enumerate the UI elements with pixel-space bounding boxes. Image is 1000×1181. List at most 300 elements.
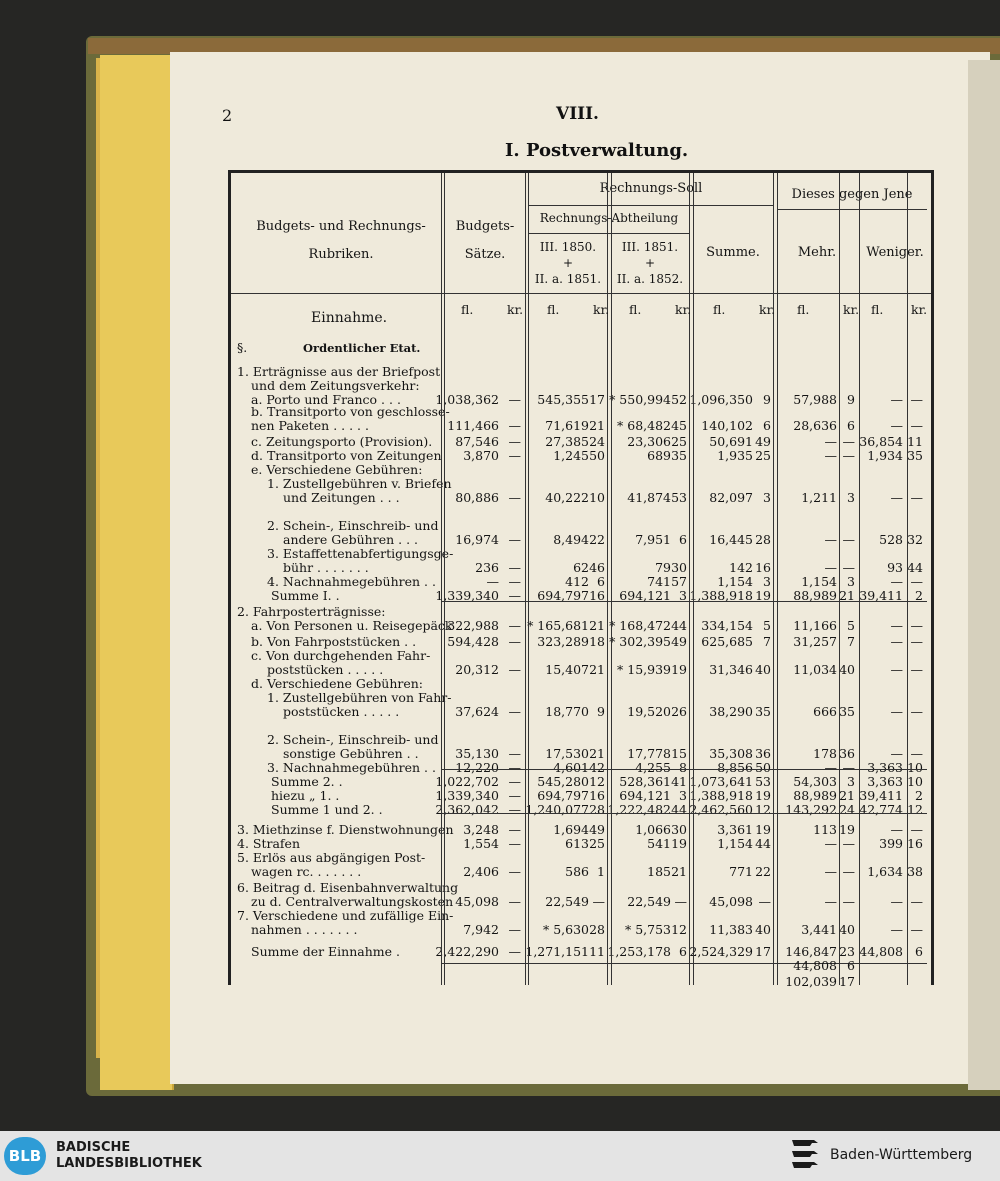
cell-p1: 545,355 (537, 392, 589, 407)
page-number: 2 (222, 106, 233, 125)
cell-mehr: 178 (813, 746, 837, 761)
cell-mehrk: — (842, 560, 855, 575)
gilt-page-edges (100, 55, 174, 1090)
row-label: nen Paketen . . . . . (251, 418, 369, 433)
cell-mehr: — (824, 894, 837, 909)
cell-p1: 40,222 (545, 490, 589, 505)
cell-sum: 31,346 (709, 662, 753, 677)
column-rule (607, 173, 608, 985)
cell-p2k: 52 (671, 392, 687, 407)
blb-logo[interactable]: BLB (4, 1137, 46, 1175)
cell-mehr: — (824, 864, 837, 879)
cell-wen: — (890, 662, 903, 677)
cell-sumk: 12 (755, 802, 771, 817)
cell-p1k: 21 (589, 662, 605, 677)
cell-wenk: 35 (907, 448, 923, 463)
cell-p2: 23,306 (627, 434, 671, 449)
cell-p2k: 57 (671, 574, 687, 589)
cell-wen: — (890, 746, 903, 761)
cell-wen: — (890, 418, 903, 433)
cell-mehrk: 24 (839, 802, 855, 817)
cell-mehr: 1,211 (801, 490, 837, 505)
cell-p2: * 302,395 (609, 634, 671, 649)
cell-p2: * 68,482 (617, 418, 671, 433)
cell-budget: 45,098 (455, 894, 499, 909)
cell-bk: — (508, 532, 521, 547)
row-label: c. Zeitungsporto (Provision). (251, 434, 433, 449)
header-rubriken: Budgets- und Rechnungs- Rubriken. (256, 219, 426, 262)
cell-budget: 37,624 (455, 704, 499, 719)
cell-p1: 22,549 (545, 894, 589, 909)
row-label: 6. Beitrag d. Eisenbahnverwaltung (237, 880, 459, 895)
cell-mehr_minus_k: 6 (847, 958, 855, 973)
cell-wen: 39,411 (859, 788, 903, 803)
cell-wen: 44,808 (859, 944, 903, 959)
cell-mehrk: 35 (839, 704, 855, 719)
cell-p2k: 3 (679, 788, 687, 803)
cell-wenk: 6 (915, 944, 923, 959)
cell-bk: — (508, 760, 521, 775)
cell-p1k: 49 (589, 822, 605, 837)
cell-mehr: 88,989 (793, 788, 837, 803)
cell-sumk: 16 (755, 560, 771, 575)
cell-sumk: 50 (755, 760, 771, 775)
cell-sumk: 19 (755, 588, 771, 603)
cell-bk: — (508, 618, 521, 633)
cell-sum: 1,096,350 (689, 392, 753, 407)
row-label: Summe der Einnahme . (251, 944, 400, 959)
cell-p2: 528,361 (619, 774, 671, 789)
cell-p1: 1,245 (553, 448, 589, 463)
cell-wen: — (890, 634, 903, 649)
cell-mehrk: 3 (847, 490, 855, 505)
header-rule (529, 233, 689, 234)
cell-p1k: 28 (589, 922, 605, 937)
cell-p1: 323,289 (537, 634, 589, 649)
row-label: Summe 2. . (271, 774, 343, 789)
cell-p2: 1,066 (635, 822, 671, 837)
cell-p1: 694,797 (537, 788, 589, 803)
cell-mehr: — (824, 532, 837, 547)
cell-wen: — (890, 490, 903, 505)
column-rule (859, 173, 860, 985)
cell-sumk: 3 (763, 574, 771, 589)
cell-sum: 1,073,641 (689, 774, 753, 789)
cell-p2: 1,222,482 (607, 802, 671, 817)
cell-p2k: 19 (671, 836, 687, 851)
cell-p2k: — (674, 894, 687, 909)
header-budget: Budgets- Sätze. (455, 219, 515, 262)
cell-mehr: 3,441 (801, 922, 837, 937)
cell-bk: — (508, 418, 521, 433)
cell-p1k: — (592, 894, 605, 909)
cell-wenk: — (910, 418, 923, 433)
cell-p2k: 3 (679, 588, 687, 603)
unit-label-kr: kr. (759, 302, 776, 317)
cell-p1: 18,770 (545, 704, 589, 719)
cell-sum: 140,102 (701, 418, 753, 433)
cell-sum: 35,308 (709, 746, 753, 761)
row-label: d. Verschiedene Gebühren: (251, 676, 424, 691)
cell-sumk: 35 (755, 704, 771, 719)
baden-wuerttemberg-label[interactable]: Baden-Württemberg (830, 1147, 973, 1163)
cell-sum: 16,445 (709, 532, 753, 547)
cell-budget: 322,988 (447, 618, 499, 633)
cell-p2: * 550,994 (609, 392, 671, 407)
cell-mehr: 146,847 (785, 944, 837, 959)
cell-mehr_minus: 44,808 (793, 958, 837, 973)
cell-budget: 3,870 (463, 448, 499, 463)
cell-sum: 38,290 (709, 704, 753, 719)
cell-wenk: — (910, 822, 923, 837)
row-label: 3. Nachnahmegebühren . . (267, 760, 436, 775)
cell-mehr: 88,989 (793, 588, 837, 603)
cell-mehr: 113 (813, 822, 837, 837)
cell-budget: 16,974 (455, 532, 499, 547)
sum-rule (441, 813, 927, 814)
cell-budget: 1,554 (463, 836, 499, 851)
cell-mehrk: 36 (839, 746, 855, 761)
header-rule (529, 205, 773, 206)
row-label: bühr . . . . . . . (283, 560, 369, 575)
cell-p2: 741 (647, 574, 671, 589)
cell-wen: 36,854 (859, 434, 903, 449)
row-label: sonstige Gebühren . . (283, 746, 419, 761)
cell-p1k: 12 (589, 774, 605, 789)
cell-wenk: 11 (907, 434, 923, 449)
cell-p2: 41,874 (627, 490, 671, 505)
unit-label-fl: fl. (871, 302, 884, 317)
header-abtheilung: Rechnungs-Abtheilung (539, 211, 679, 225)
cell-budget: 111,466 (447, 418, 499, 433)
cell-sum: 50,691 (709, 434, 753, 449)
cell-bk: — (508, 662, 521, 677)
cell-sumk: 3 (763, 490, 771, 505)
unit-label-fl: fl. (461, 302, 474, 317)
cell-wen: — (890, 822, 903, 837)
cell-budget: 2,406 (463, 864, 499, 879)
row-label: 4. Strafen (237, 836, 300, 851)
cell-mehrk: 7 (847, 634, 855, 649)
cell-wenk: — (910, 662, 923, 677)
cell-wenk: — (910, 490, 923, 505)
cell-p2: * 15,939 (617, 662, 671, 677)
cell-mehr_net: 102,039 (785, 974, 837, 989)
cell-sumk: 5 (763, 618, 771, 633)
cell-wenk: 32 (907, 532, 923, 547)
cell-budget: 2,362,042 (435, 802, 499, 817)
cell-p2: 22,549 (627, 894, 671, 909)
cell-mehrk: 9 (847, 392, 855, 407)
row-label: d. Transitporto von Zeitungen (251, 448, 442, 463)
cell-p1k: 42 (589, 760, 605, 775)
cell-wen: — (890, 894, 903, 909)
cell-mehr: 54,303 (793, 774, 837, 789)
row-label: b. Von Fahrpoststücken . . (251, 634, 417, 649)
cell-wen: — (890, 618, 903, 633)
cell-p1: 1,694 (553, 822, 589, 837)
unit-label-kr: kr. (507, 302, 524, 317)
cell-p1: 71,619 (545, 418, 589, 433)
column-rule (839, 173, 840, 985)
row-label: c. Von durchgehenden Fahr- (251, 648, 431, 663)
cell-p1k: 10 (589, 490, 605, 505)
cell-wen: 1,634 (867, 864, 903, 879)
unit-label-fl: fl. (547, 302, 560, 317)
cell-p2k: 45 (671, 418, 687, 433)
cell-p1k: 24 (589, 434, 605, 449)
facing-page-edge (968, 60, 1000, 1090)
cell-p1: 694,797 (537, 588, 589, 603)
header-period-1: III. 1850. + II. a. 1851. (534, 240, 602, 286)
cell-sum: 1,154 (717, 574, 753, 589)
cell-mehr: — (824, 560, 837, 575)
cell-mehrk: 21 (839, 588, 855, 603)
cell-bk: — (508, 894, 521, 909)
column-rule (444, 173, 445, 985)
cell-p2k: 30 (671, 822, 687, 837)
unit-label-fl: fl. (713, 302, 726, 317)
row-label: a. Von Personen u. Reisegepäck (251, 618, 453, 633)
cell-p2: * 5,753 (624, 922, 671, 937)
cell-sumk: 40 (755, 922, 771, 937)
column-rule (777, 173, 778, 985)
cell-p2: 694,121 (619, 788, 671, 803)
cell-p1: 4,601 (553, 760, 589, 775)
cell-sum: 2,462,560 (689, 802, 753, 817)
column-rule (693, 173, 694, 985)
header-mehr: Mehr. (797, 245, 837, 260)
cell-p2k: 35 (671, 448, 687, 463)
cell-mehrk: — (842, 532, 855, 547)
unit-label-kr: kr. (593, 302, 610, 317)
cell-wenk: 12 (907, 802, 923, 817)
cell-wen: 3,363 (867, 774, 903, 789)
row-label: 5. Erlös aus abgängigen Post- (237, 850, 426, 865)
cell-sumk: 28 (755, 532, 771, 547)
cell-p1: 586 (565, 864, 589, 879)
cell-budget: 87,546 (455, 434, 499, 449)
cell-bk: — (508, 864, 521, 879)
column-rule (528, 173, 529, 985)
row-label: 3. Miethzinse f. Dienstwohnungen (237, 822, 454, 837)
column-rule (689, 173, 690, 985)
cell-bk: — (508, 922, 521, 937)
cell-p1k: 21 (589, 746, 605, 761)
cell-mehrk: 40 (839, 662, 855, 677)
cell-sum: 2,524,329 (689, 944, 753, 959)
cell-mehr: 11,034 (793, 662, 837, 677)
header-period-2: III. 1851. + II. a. 1852. (616, 240, 684, 286)
cell-p1k: 6 (597, 574, 605, 589)
cell-sum: 3,361 (717, 822, 753, 837)
cell-p2: 694,121 (619, 588, 671, 603)
cell-mehr: 11,166 (793, 618, 837, 633)
cell-bk: — (508, 574, 521, 589)
blb-name[interactable]: BADISCHE LANDESBIBLIOTHEK (56, 1140, 202, 1171)
cell-bk: — (508, 788, 521, 803)
row-label: 3. Estaffettenabfertigungsge- (267, 546, 454, 561)
cell-p2: 689 (647, 448, 671, 463)
cell-bk: — (508, 490, 521, 505)
cell-bk: — (508, 746, 521, 761)
cell-p1: 17,530 (545, 746, 589, 761)
cell-p1k: 16 (589, 588, 605, 603)
cell-mehr: 666 (813, 704, 837, 719)
cell-p2k: 19 (671, 662, 687, 677)
cell-p2k: 25 (671, 434, 687, 449)
cell-wen: 93 (887, 560, 903, 575)
cell-wen: — (890, 704, 903, 719)
cell-sum: 142 (729, 560, 753, 575)
cell-wenk: 44 (907, 560, 923, 575)
cell-p1k: 1 (597, 864, 605, 879)
cell-p1k: 21 (589, 618, 605, 633)
cell-budget: 20,312 (455, 662, 499, 677)
cell-budget: 236 (475, 560, 499, 575)
cell-p2k: 21 (671, 864, 687, 879)
cell-wenk: — (910, 634, 923, 649)
cell-p2k: 8 (679, 760, 687, 775)
cell-mehrk: 19 (839, 822, 855, 837)
cell-mehr: — (824, 448, 837, 463)
row-label: 1. Erträgnisse aus der Briefpost (237, 364, 441, 379)
cell-wenk: 2 (915, 788, 923, 803)
cell-p2: 17,778 (627, 746, 671, 761)
cell-wenk: — (910, 618, 923, 633)
page-title: I. Postverwaltung. (505, 140, 689, 161)
cell-p1k: 25 (589, 836, 605, 851)
cell-wenk: 38 (907, 864, 923, 879)
cell-sum: 45,098 (709, 894, 753, 909)
cell-bk: — (508, 392, 521, 407)
row-label: 1. Zustellgebühren v. Briefen (267, 476, 452, 491)
cell-mehrk: 3 (847, 574, 855, 589)
cell-p2: * 168,472 (609, 618, 671, 633)
unit-label-kr: kr. (675, 302, 692, 317)
cell-sum: 334,154 (701, 618, 753, 633)
cell-sum: 8,856 (717, 760, 753, 775)
cell-bk: — (508, 802, 521, 817)
cell-wenk: — (910, 392, 923, 407)
cell-p1: 62 (573, 560, 589, 575)
row-label: 4. Nachnahmegebühren . . (267, 574, 436, 589)
cell-p1: 27,385 (545, 434, 589, 449)
cell-wen: — (890, 922, 903, 937)
row-label: Summe I. . (271, 588, 340, 603)
budget-table (228, 170, 934, 989)
cell-p1k: 18 (589, 634, 605, 649)
cell-p2k: 26 (671, 704, 687, 719)
cell-budget: 1,022,702 (435, 774, 499, 789)
cell-sumk: 25 (755, 448, 771, 463)
header-dieses-gegen-jene: Dieses gegen Jene (791, 187, 913, 202)
cell-wenk: 2 (915, 588, 923, 603)
cell-mehrk: — (842, 864, 855, 879)
cell-mehr: 28,636 (793, 418, 837, 433)
cell-wenk: 10 (907, 760, 923, 775)
header-rule (231, 293, 931, 294)
cell-p1: * 165,681 (527, 618, 589, 633)
cell-sum: 82,097 (709, 490, 753, 505)
cell-sum: 1,388,918 (689, 588, 753, 603)
cell-budget: 80,886 (455, 490, 499, 505)
cell-wenk: 16 (907, 836, 923, 851)
cell-budget: 35,130 (455, 746, 499, 761)
cell-budget: 7,942 (463, 922, 499, 937)
cell-p1: 15,407 (545, 662, 589, 677)
cell-sum: 625,685 (701, 634, 753, 649)
cell-wenk: — (910, 922, 923, 937)
cell-wenk: 10 (907, 774, 923, 789)
unit-label-kr: kr. (911, 302, 928, 317)
cell-sumk: 53 (755, 774, 771, 789)
cell-bk: — (508, 634, 521, 649)
unit-label-fl: fl. (629, 302, 642, 317)
cell-mehrk: 5 (847, 618, 855, 633)
cell-bk: — (508, 434, 521, 449)
column-rule (907, 173, 908, 985)
cell-wen: 1,934 (867, 448, 903, 463)
cell-p2k: 44 (671, 802, 687, 817)
cell-mehrk: — (842, 894, 855, 909)
row-label: zu d. Centralverwaltungskosten (251, 894, 454, 909)
cell-p2: 185 (647, 864, 671, 879)
row-label: 2. Schein-, Einschreib- und (267, 732, 439, 747)
cell-p2k: 41 (671, 774, 687, 789)
cell-wenk: — (910, 746, 923, 761)
header-weniger: Weniger. (866, 245, 924, 260)
cell-mehr: 1,154 (801, 574, 837, 589)
cell-wen: 42,774 (859, 802, 903, 817)
lions-coat-of-arms-icon[interactable] (790, 1137, 820, 1173)
cell-sum: 1,154 (717, 836, 753, 851)
cell-p2k: 44 (671, 618, 687, 633)
cell-mehrk: — (842, 448, 855, 463)
cell-p1k: 50 (589, 448, 605, 463)
cell-p2: 4,255 (635, 760, 671, 775)
cell-sumk: 17 (755, 944, 771, 959)
cell-mehrk: 40 (839, 922, 855, 937)
cell-wen: 528 (879, 532, 903, 547)
cell-wenk: — (910, 704, 923, 719)
cell-mehr: — (824, 760, 837, 775)
cell-wenk: — (910, 894, 923, 909)
cell-p1k: 21 (589, 418, 605, 433)
cell-budget: 3,248 (463, 822, 499, 837)
cell-p1: 412 (565, 574, 589, 589)
row-label: 2. Fahrposterträgnisse: (237, 604, 386, 619)
cell-sum: 11,383 (709, 922, 753, 937)
row-label: hiezu „ 1. . (271, 788, 340, 803)
cell-p1k: 16 (589, 788, 605, 803)
cell-p1k: 17 (589, 392, 605, 407)
cell-bk: — (508, 774, 521, 789)
cell-sumk: 19 (755, 822, 771, 837)
cell-budget: 1,339,340 (435, 588, 499, 603)
cell-budget: 1,339,340 (435, 788, 499, 803)
cell-sumk: 7 (763, 634, 771, 649)
cell-sum: 771 (729, 864, 753, 879)
cell-sumk: 49 (755, 434, 771, 449)
cell-sumk: — (758, 894, 771, 909)
header-summe: Summe. (706, 245, 760, 260)
cell-bk: — (508, 944, 521, 959)
cell-p1: 1,271,151 (525, 944, 589, 959)
cell-wen: — (890, 392, 903, 407)
cell-wenk: — (910, 574, 923, 589)
cell-p2: 19,520 (627, 704, 671, 719)
